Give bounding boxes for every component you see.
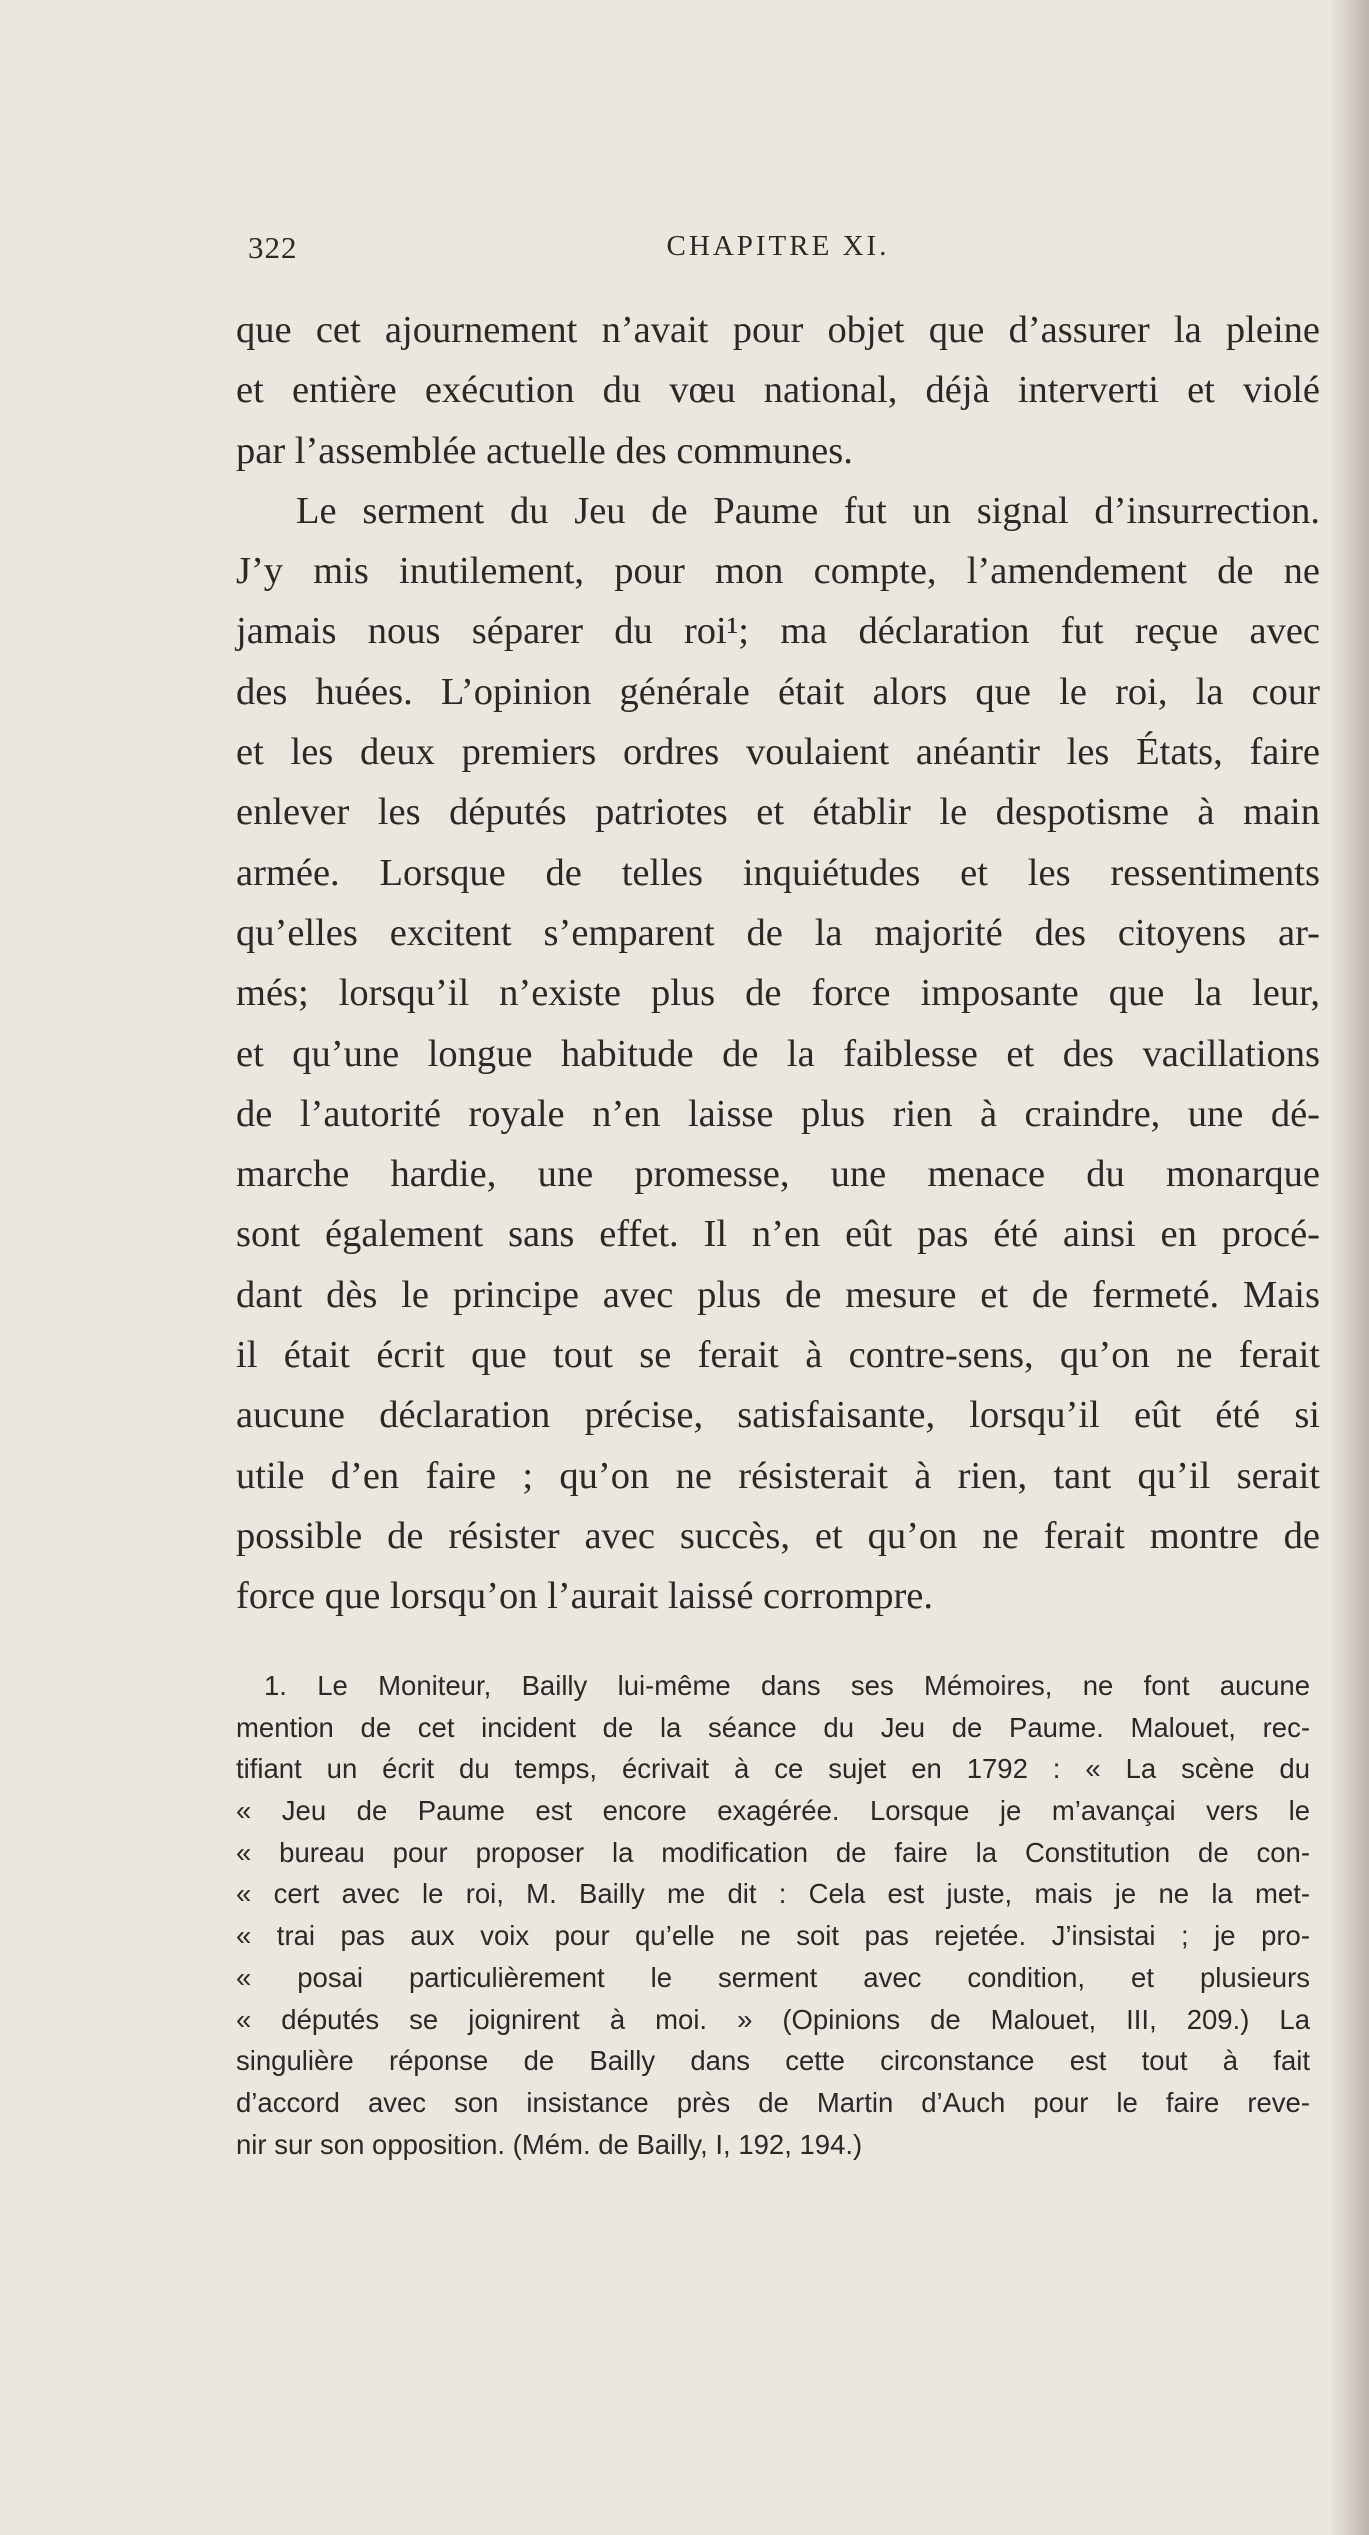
- text-line: jamais nous séparer du roi¹; ma déclaration fut reçue avec: [236, 610, 1320, 653]
- page-number: 322: [248, 230, 298, 265]
- text-line: et entière exécution du vœu national, déjà interverti et violé: [236, 369, 1320, 412]
- footnote-line: tifiant un écrit du temps, écrivait à ce sujet en 1792 : « La scène du: [236, 1753, 1310, 1785]
- text-line: possible de résister avec succès, et qu’on ne ferait montre de: [236, 1514, 1320, 1557]
- footnote-line: « cert avec le roi, M. Bailly me dit : Cela est juste, mais je ne la met-: [236, 1878, 1310, 1910]
- text-line: armée. Lorsque de telles inquiétudes et les ressentiments: [236, 851, 1320, 894]
- footnote-line: d’accord avec son insistance près de Martin d’Auch pour le faire reve-: [236, 2086, 1310, 2118]
- text-line: aucune déclaration précise, satisfaisante, lorsqu’il eût été si: [236, 1394, 1320, 1437]
- page-edge-shadow: [1329, 0, 1369, 2535]
- footnote-line: « trai pas aux voix pour qu’elle ne soit pas rejetée. J’insistai ; je pro-: [236, 1920, 1310, 1952]
- text-line: il était écrit que tout se ferait à contre-sens, qu’on ne ferait: [236, 1334, 1320, 1377]
- footnote-line: mention de cet incident de la séance du Jeu de Paume. Malouet, rec-: [236, 1711, 1310, 1743]
- text-line: force que lorsqu’on l’aurait laissé corrompre.: [236, 1575, 934, 1618]
- footnote-line: « Jeu de Paume est encore exagérée. Lorsque je m’avançai vers le: [236, 1795, 1310, 1827]
- text-line: que cet ajournement n’avait pour objet que d’assurer la pleine: [236, 309, 1320, 351]
- text-line: et les deux premiers ordres voulaient anéantir les États, faire: [236, 731, 1320, 774]
- text-line: et qu’une longue habitude de la faiblesse et des vacillations: [236, 1032, 1320, 1075]
- footnote-line: singulière réponse de Bailly dans cette circonstance est tout à fait: [236, 2045, 1310, 2077]
- main-text: [236, 300, 1320, 1627]
- text-line: marche hardie, une promesse, une menace du monarque: [236, 1153, 1320, 1196]
- footnote: [236, 1665, 1310, 2165]
- text-line: de l’autorité royale n’en laisse plus rien à craindre, une dé-: [236, 1092, 1320, 1135]
- footnote-line: « posai particulièrement le serment avec condition, et plusieurs: [236, 1961, 1310, 1993]
- running-head: CHAPITRE XI.: [666, 230, 890, 262]
- text-line: més; lorsqu’il n’existe plus de force imposante que la leur,: [236, 972, 1320, 1015]
- text-line: utile d’en faire ; qu’on ne résisterait à rien, tant qu’il serait: [236, 1454, 1320, 1497]
- text-line: dant dès le principe avec plus de mesure et de fermeté. Mais: [236, 1273, 1320, 1316]
- text-line: sont également sans effet. Il n’en eût pas été ainsi en procé-: [236, 1213, 1320, 1256]
- text-line: qu’elles excitent s’emparent de la majorité des citoyens ar-: [236, 911, 1320, 954]
- text-line: enlever les députés patriotes et établir le despotisme à main: [236, 791, 1320, 834]
- page-header: [248, 230, 1308, 270]
- footnote-line: « députés se joignirent à moi. » (Opinions de Malouet, III, 209.) La: [236, 2003, 1310, 2035]
- text-line: Le serment du Jeu de Paume fut un signal d’insurrection.: [296, 489, 1320, 532]
- text-line: des huées. L’opinion générale était alors que le roi, la cour: [236, 670, 1320, 713]
- footnote-line: 1. Le Moniteur, Bailly lui-même dans ses Mémoires, ne font aucune: [264, 1670, 1310, 1701]
- footnote-line: « bureau pour proposer la modification de faire la Constitution de con-: [236, 1836, 1310, 1868]
- footnote-line: nir sur son opposition. (Mém. de Bailly, I, 192, 194.): [236, 2128, 863, 2160]
- text-line: J’y mis inutilement, pour mon compte, l’amendement de ne: [236, 550, 1320, 593]
- text-line: par l’assemblée actuelle des communes.: [236, 429, 853, 472]
